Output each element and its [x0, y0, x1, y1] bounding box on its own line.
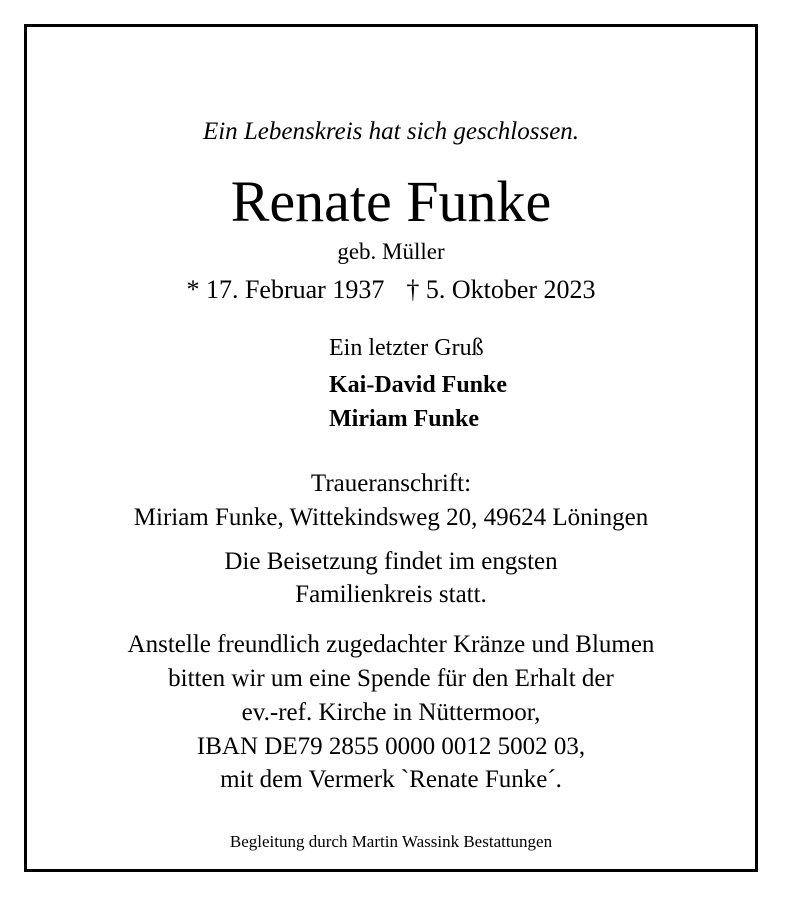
maiden-name: geb. Müller — [337, 239, 445, 264]
burial-line: Familienkreis statt. — [295, 581, 487, 608]
greeting: Ein letzter Gruß — [329, 335, 484, 361]
donation-line: IBAN DE79 2855 0000 0012 5002 03, — [196, 733, 586, 760]
deceased-name: Renate Funke — [230, 169, 552, 234]
donation-line: ev.-ref. Kirche in Nüttermoor, — [241, 699, 541, 726]
donation-line: bitten wir um eine Spende für den Erhalt der — [168, 665, 614, 692]
mourner-name: Kai-David Funke — [329, 372, 508, 398]
donation-line: Anstelle freundlich zugedachter Kränze und Blumen — [127, 631, 655, 658]
life-dates — [27, 275, 755, 305]
birth-date: * 17. Februar 1937 — [186, 275, 385, 304]
death-date: † 5. Oktober 2023 — [406, 275, 596, 304]
intro-line: Ein Lebenskreis hat sich geschlossen. — [202, 118, 580, 145]
mourner-name: Miriam Funke — [329, 406, 479, 432]
donation-line: mit dem Vermerk `Renate Funke´. — [220, 766, 562, 793]
mourning-address: Miriam Funke, Wittekindsweg 20, 49624 Löningen — [133, 504, 649, 531]
address-label: Traueranschrift: — [310, 470, 472, 497]
burial-line: Die Beisetzung findet im engsten — [224, 548, 558, 575]
funeral-home-credit: Begleitung durch Martin Wassink Bestattungen — [229, 832, 553, 851]
obituary-frame — [24, 24, 758, 872]
